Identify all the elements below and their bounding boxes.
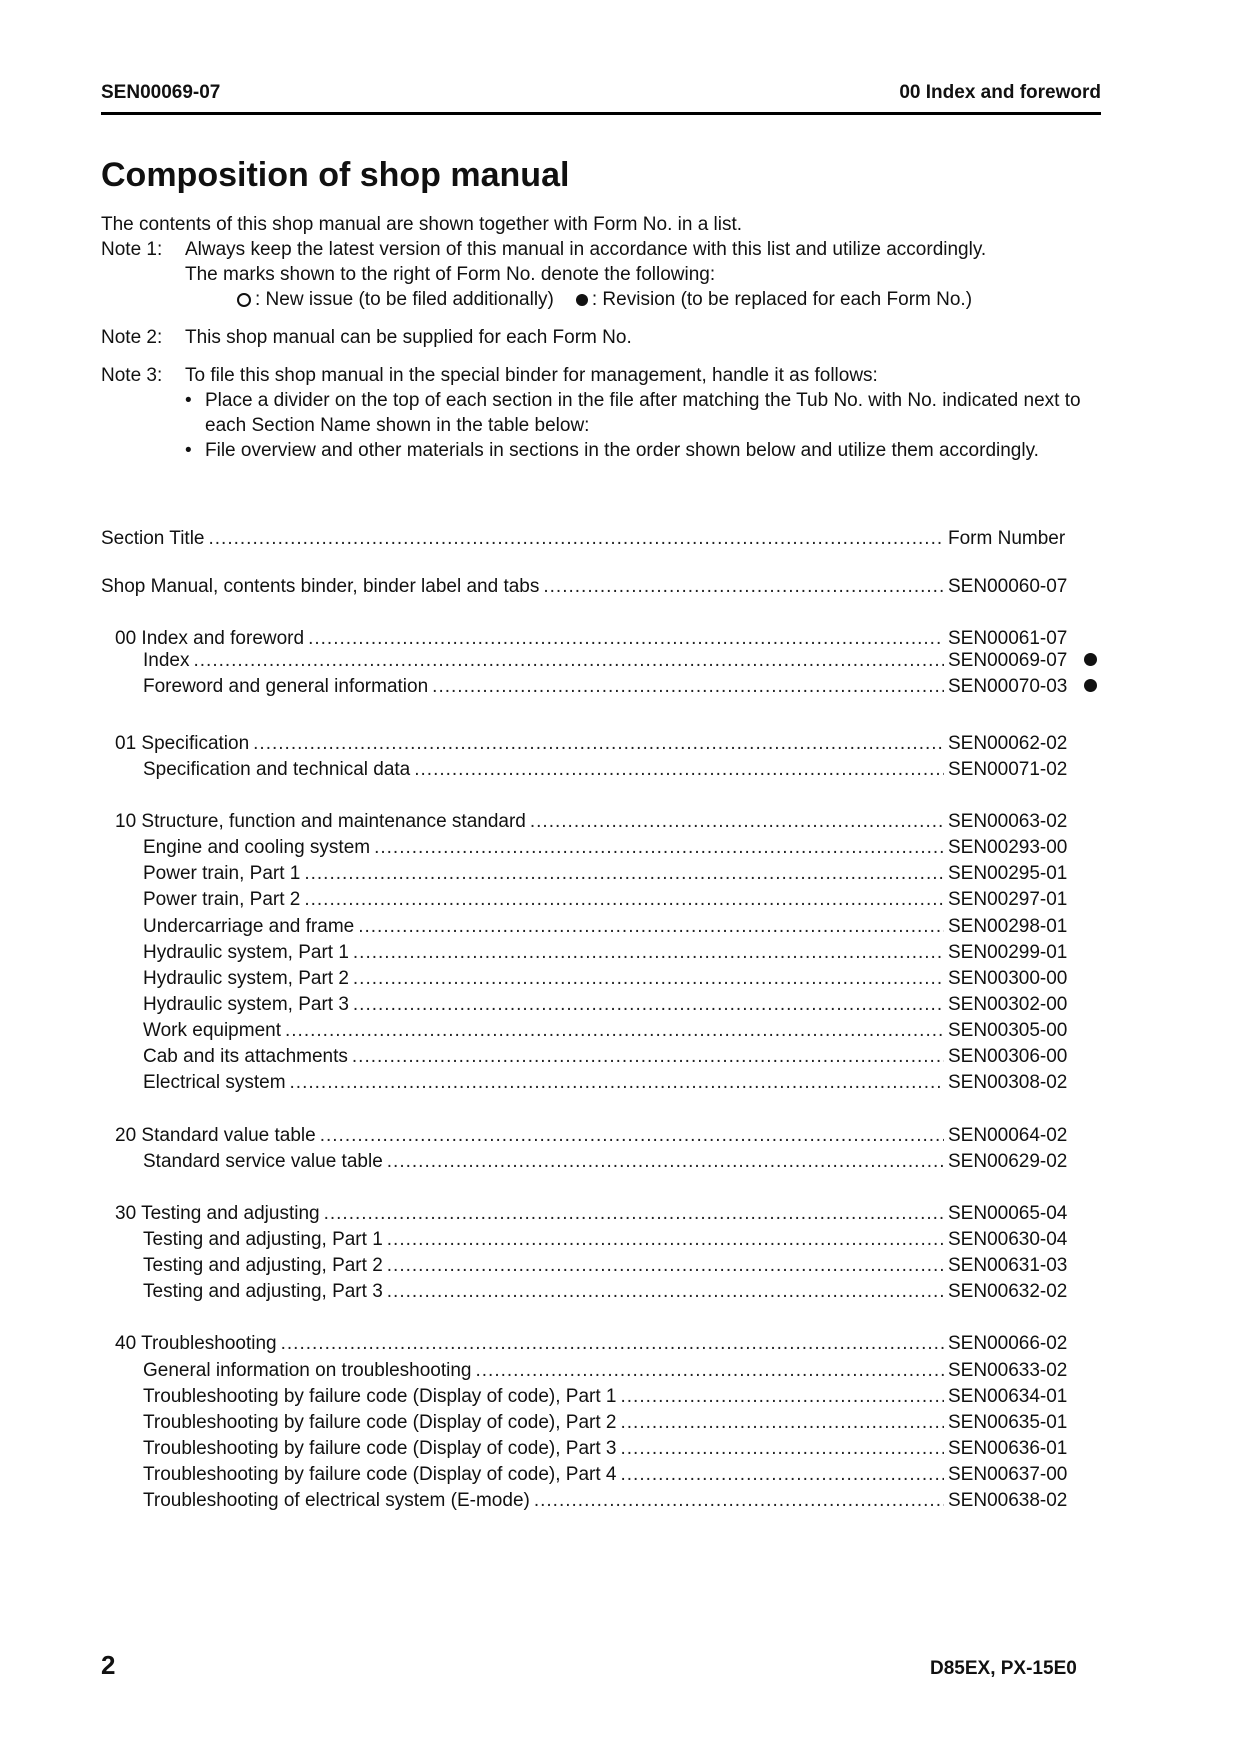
toc-section-title: 01 Specification <box>115 732 250 754</box>
leader-dots <box>304 863 944 885</box>
revision-mark <box>1079 962 1101 984</box>
revision-mark <box>1079 910 1101 932</box>
toc-section-title: Testing and adjusting, Part 3 <box>143 1281 383 1303</box>
toc-form-number: SEN00060-07 <box>948 576 1068 597</box>
note-2 <box>101 325 1101 350</box>
revision-mark <box>1079 1432 1101 1454</box>
revision-mark <box>1079 805 1101 827</box>
toc-form-number: SEN00070-03 <box>948 675 1068 697</box>
toc-row <box>101 962 1101 988</box>
leader-dots <box>387 1229 944 1251</box>
leader-dots <box>253 733 944 755</box>
leader-dots <box>387 1151 944 1173</box>
toc-section-title: Troubleshooting by failure code (Display of code), Part 2 <box>143 1411 617 1433</box>
revision-mark <box>1079 1014 1101 1036</box>
toc-section-title: Cab and its attachments <box>143 1046 348 1068</box>
revision-mark <box>1079 1197 1101 1219</box>
toc-form-number: SEN00630-04 <box>948 1229 1068 1250</box>
leader-dots <box>209 528 945 550</box>
toc-form-number: SEN00297-01 <box>948 889 1068 911</box>
toc-form-number: SEN00295-01 <box>948 863 1068 885</box>
toc-form-number: SEN00065-04 <box>948 1202 1068 1224</box>
toc-header-form: Form Number <box>948 528 1066 549</box>
toc-form-number: SEN00305-00 <box>948 1020 1068 1042</box>
toc-row <box>101 1249 1101 1275</box>
header-section: 00 Index and foreword <box>899 82 1101 103</box>
toc-section-title: Standard service value table <box>143 1150 383 1172</box>
revision-mark <box>1079 622 1101 644</box>
toc-section-title: Hydraulic system, Part 3 <box>143 993 349 1015</box>
toc-row <box>101 727 1101 753</box>
revision-mark <box>1079 1223 1101 1245</box>
toc-section-title: Work equipment <box>143 1020 281 1042</box>
leader-dots <box>621 1386 945 1408</box>
revision-mark <box>1079 1040 1101 1062</box>
toc-form-number: SEN00293-00 <box>948 837 1068 859</box>
toc-form-number: SEN00063-02 <box>948 810 1068 832</box>
toc-section-title: Hydraulic system, Part 2 <box>143 967 349 989</box>
toc-row <box>101 674 1101 700</box>
revision-mark <box>1079 1249 1101 1271</box>
leader-dots <box>374 837 944 859</box>
toc-section-title: 40 Troubleshooting <box>115 1333 277 1355</box>
toc-section-title: Power train, Part 2 <box>143 889 301 911</box>
leader-dots <box>475 1360 944 1382</box>
page-number: 2 <box>101 1650 116 1680</box>
mark-legend <box>185 287 1101 312</box>
toc-section-title: Troubleshooting by failure code (Display of code), Part 4 <box>143 1464 617 1486</box>
toc-form-number: SEN00064-02 <box>948 1124 1068 1146</box>
toc-section-title: 30 Testing and adjusting <box>115 1202 320 1224</box>
toc-form-number: SEN00633-02 <box>948 1359 1068 1381</box>
toc-section-title: Engine and cooling system <box>143 837 371 859</box>
leader-dots <box>353 968 944 990</box>
page-header <box>101 82 1101 115</box>
note-3 <box>101 363 1101 463</box>
toc-row <box>101 831 1101 857</box>
revision-mark <box>1079 831 1101 853</box>
leader-dots <box>285 1020 944 1042</box>
revision-mark <box>1079 1327 1101 1349</box>
bullet-text: Place a divider on the top of each section in the file after matching the Tub No. with No. indicated next to each Section Name shown in the table below: <box>205 390 1081 436</box>
leader-dots <box>353 942 944 964</box>
toc-form-number: SEN00629-02 <box>948 1150 1068 1172</box>
toc-form-number: SEN00069-07 <box>948 649 1068 671</box>
toc-form-number: SEN00062-02 <box>948 732 1068 754</box>
toc-form-number: SEN00061-07 <box>948 628 1068 650</box>
toc-form-number: SEN00637-00 <box>948 1464 1068 1486</box>
toc-section-title: Undercarriage and frame <box>143 915 355 937</box>
leader-dots <box>281 1333 944 1355</box>
leader-dots <box>320 1125 944 1147</box>
note-3-bullet-1 <box>185 388 1101 438</box>
toc-section-title: Index <box>143 649 190 671</box>
toc-row <box>101 1327 1101 1353</box>
page-title: Composition of shop manual <box>101 156 570 194</box>
leader-dots <box>352 1046 944 1068</box>
note-2-text: This shop manual can be supplied for each Form No. <box>185 327 632 348</box>
leader-dots <box>387 1281 944 1303</box>
toc-form-number: SEN00632-02 <box>948 1281 1068 1303</box>
toc-section-title: Foreword and general information <box>143 675 429 697</box>
note-1-label: Note 1: <box>101 239 163 260</box>
revision-mark <box>1079 1119 1101 1141</box>
revision-mark <box>1079 1484 1101 1506</box>
revision-mark <box>1079 1458 1101 1480</box>
toc-row <box>101 1380 1101 1406</box>
toc-form-number: SEN00308-02 <box>948 1072 1068 1094</box>
intro-notes <box>101 212 1101 463</box>
toc-section-title: Power train, Part 1 <box>143 863 301 885</box>
toc-row <box>101 648 1101 674</box>
toc-section-title: 10 Structure, function and maintenance standard <box>115 810 526 832</box>
leader-dots <box>621 1438 945 1460</box>
leader-dots <box>543 576 944 598</box>
note-3-bullet-2 <box>185 438 1101 463</box>
revision-mark <box>1079 857 1101 879</box>
toc-row <box>101 1458 1101 1484</box>
intro-line: The contents of this shop manual are shown together with Form No. in a list. <box>101 214 743 235</box>
revision-mark <box>1079 727 1101 749</box>
mark-revision-label: : Revision (to be replaced for each Form No.) <box>591 289 973 310</box>
leader-dots <box>414 759 944 781</box>
leader-dots <box>530 811 944 833</box>
revision-mark <box>1079 1145 1101 1167</box>
toc-section-title: Electrical system <box>143 1072 286 1094</box>
revision-mark <box>1079 936 1101 958</box>
revision-mark <box>1079 674 1101 696</box>
toc-row <box>101 1066 1101 1092</box>
toc-form-number: SEN00638-02 <box>948 1490 1068 1512</box>
toc-section-title: Specification and technical data <box>143 758 411 780</box>
toc-section-title: 20 Standard value table <box>115 1124 316 1146</box>
note-2-label: Note 2: <box>101 327 163 348</box>
toc-row <box>101 1197 1101 1223</box>
filled-circle-icon <box>1084 653 1097 666</box>
toc-form-number: SEN00634-01 <box>948 1385 1068 1407</box>
note-1 <box>101 237 1101 312</box>
leader-dots <box>304 889 944 911</box>
toc-row <box>101 910 1101 936</box>
revision-mark <box>1079 570 1101 592</box>
toc-row <box>101 1432 1101 1458</box>
toc-form-number: SEN00298-01 <box>948 915 1068 937</box>
toc-section-title: 00 Index and foreword <box>115 628 305 650</box>
toc-row <box>101 857 1101 883</box>
toc-row <box>101 988 1101 1014</box>
toc-section-title: Troubleshooting by failure code (Display of code), Part 3 <box>143 1438 617 1460</box>
revision-mark <box>1079 1380 1101 1402</box>
bullet-icon: • <box>185 440 192 461</box>
toc-row <box>101 1119 1101 1145</box>
mark-new-label: : New issue (to be filed additionally) <box>255 289 554 310</box>
revision-mark <box>1079 883 1101 905</box>
toc-section-title: Testing and adjusting, Part 2 <box>143 1255 383 1277</box>
toc-section-title: Hydraulic system, Part 1 <box>143 941 349 963</box>
toc-row <box>101 936 1101 962</box>
leader-dots <box>387 1255 944 1277</box>
toc-form-number: SEN00636-01 <box>948 1438 1068 1460</box>
toc-form-number: SEN00300-00 <box>948 967 1068 989</box>
toc-row <box>101 1406 1101 1432</box>
leader-dots <box>621 1412 945 1434</box>
note-3-label: Note 3: <box>101 365 163 386</box>
bullet-icon: • <box>185 390 192 411</box>
toc-row <box>101 622 1101 648</box>
toc-row <box>101 883 1101 909</box>
revision-mark <box>1079 753 1101 775</box>
revision-mark <box>1079 1066 1101 1088</box>
leader-dots <box>353 994 944 1016</box>
leader-dots <box>432 676 944 698</box>
toc-form-number: SEN00299-01 <box>948 941 1068 963</box>
filled-circle-icon <box>576 294 588 306</box>
revision-mark <box>1079 648 1101 670</box>
model-name: D85EX, PX-15E0 <box>930 1658 1077 1679</box>
toc-form-number: SEN00302-00 <box>948 993 1068 1015</box>
leader-dots <box>621 1464 945 1486</box>
toc-row <box>101 753 1101 779</box>
toc-row <box>101 1484 1101 1510</box>
leader-dots <box>290 1072 944 1094</box>
toc-header-section: Section Title <box>101 528 205 549</box>
leader-dots <box>193 650 944 672</box>
toc-section-title: Shop Manual, contents binder, binder label and tabs <box>101 576 540 597</box>
toc-section-title: Troubleshooting of electrical system (E-mode) <box>143 1490 530 1512</box>
filled-circle-icon <box>1084 679 1097 692</box>
toc-form-number: SEN00631-03 <box>948 1255 1068 1277</box>
note-3-text: To file this shop manual in the special binder for management, handle it as follows: <box>185 365 878 386</box>
toc-section-title: Testing and adjusting, Part 1 <box>143 1229 383 1250</box>
toc-form-number: SEN00635-01 <box>948 1411 1068 1433</box>
revision-mark <box>1079 988 1101 1010</box>
doc-id: SEN00069-07 <box>101 82 221 103</box>
revision-mark <box>1079 1275 1101 1297</box>
toc-form-number: SEN00071-02 <box>948 758 1068 780</box>
leader-dots <box>534 1490 944 1512</box>
bullet-text: File overview and other materials in sections in the order shown below and utilize them accordingly. <box>205 440 1039 461</box>
toc-row <box>101 1040 1101 1066</box>
toc-row <box>101 1145 1101 1171</box>
revision-mark <box>1079 1354 1101 1376</box>
toc-row <box>101 1014 1101 1040</box>
toc-row <box>101 1354 1101 1380</box>
toc-row <box>101 1223 1101 1249</box>
toc-row <box>101 1275 1101 1301</box>
toc-section-title: Troubleshooting by failure code (Display of code), Part 1 <box>143 1385 617 1407</box>
leader-dots <box>308 628 944 650</box>
toc-section-title: General information on troubleshooting <box>143 1359 472 1381</box>
toc-row <box>101 570 1101 596</box>
note-1-text: Always keep the latest version of this manual in accordance with this list and utilize accordingly. <box>185 239 987 260</box>
toc-form-number: SEN00066-02 <box>948 1333 1068 1355</box>
leader-dots <box>324 1203 944 1225</box>
toc-form-number: SEN00306-00 <box>948 1046 1068 1068</box>
leader-dots <box>358 916 944 938</box>
open-circle-icon <box>237 293 251 307</box>
toc-row <box>101 805 1101 831</box>
mark-revision <box>576 287 972 312</box>
note-1-text-2: The marks shown to the right of Form No. denote the following: <box>185 264 716 285</box>
mark-new-issue <box>237 287 554 312</box>
toc-header-row <box>101 522 1101 548</box>
revision-mark <box>1079 1406 1101 1428</box>
